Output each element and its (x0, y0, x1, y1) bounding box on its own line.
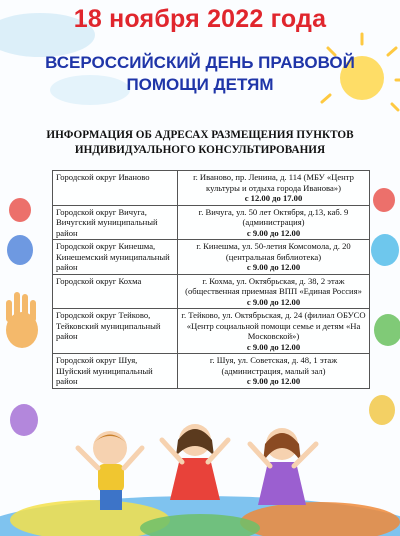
event-title-line2: ПОМОЩИ ДЕТЯМ (126, 75, 274, 94)
info-heading-line2: ИНДИВИДУАЛЬНОГО КОНСУЛЬТИРОВАНИЯ (74, 144, 326, 156)
table-row (53, 309, 370, 354)
address-cell (178, 354, 370, 389)
table-row (53, 205, 370, 240)
address-text: г. Иваново, пр. Ленина, д. 114 (МБУ «Центр культуры и отдыха города Иванова») (193, 172, 354, 193)
time-text: с 9.00 до 12.00 (246, 376, 301, 386)
address-cell (178, 309, 370, 354)
info-heading-line1: ИНФОРМАЦИЯ ОБ АДРЕСАХ РАЗМЕЩЕНИЯ ПУНКТОВ (46, 129, 354, 141)
district-cell: Городской округ Вичуга, Вичугский муниципальный район (53, 205, 178, 240)
time-text: с 9.00 до 12.00 (246, 227, 301, 238)
event-title (0, 52, 400, 96)
address-text: г. Шуя, ул. Советская, д. 48, 1 этаж (администрация, малый зал) (209, 355, 338, 376)
address-text: г. Тейково, ул. Октябрьская, д. 24 (филиал ОБУСО «Центр социальной помощи семье и детям «На Московской») (181, 310, 366, 341)
time-text: с 9.00 до 12.00 (246, 262, 301, 272)
district-cell: Городской округ Иваново (53, 171, 178, 206)
time-text: с 12.00 до 17.00 (244, 193, 303, 203)
address-cell (178, 171, 370, 206)
district-cell: Городской округ Кинешма, Кинешемский муниципальный район (53, 240, 178, 275)
district-cell: Городской округ Кохма (53, 274, 178, 309)
address-cell (178, 205, 370, 240)
child-right-illustration (250, 428, 316, 505)
address-cell (178, 240, 370, 275)
district-cell: Городской округ Тейково, Тейковский муниципальный район (53, 309, 178, 354)
table-row (53, 240, 370, 275)
address-text: г. Кинешма, ул. 50-летия Комсомола, д. 20 (центральная библиотека) (196, 241, 351, 262)
handprint-right-icon (369, 188, 400, 425)
table-row (53, 171, 370, 206)
address-cell (178, 274, 370, 309)
table-row (53, 274, 370, 309)
info-heading (0, 128, 400, 158)
child-middle-illustration (162, 424, 228, 500)
date-title: 18 ноября 2022 года (73, 5, 327, 33)
time-text: с 9.00 до 12.00 (246, 341, 301, 352)
address-text: г. Вичуга, ул. 50 лет Октября, д.13, каб. 9 (администрация) (198, 206, 349, 227)
handprint-left-icon (6, 198, 38, 436)
time-text: с 9.00 до 12.00 (246, 296, 301, 307)
consultation-points-table (52, 170, 370, 389)
district-cell: Городской округ Шуя, Шуйский муниципальный район (53, 354, 178, 389)
address-text: г. Кохма, ул. Октябрьская, д. 38, 2 этаж (общественная приемная ВПП «Единая Россия» (185, 275, 362, 296)
event-title-line1: ВСЕРОССИЙСКИЙ ДЕНЬ ПРАВОВОЙ (45, 53, 355, 72)
table-row (53, 354, 370, 389)
